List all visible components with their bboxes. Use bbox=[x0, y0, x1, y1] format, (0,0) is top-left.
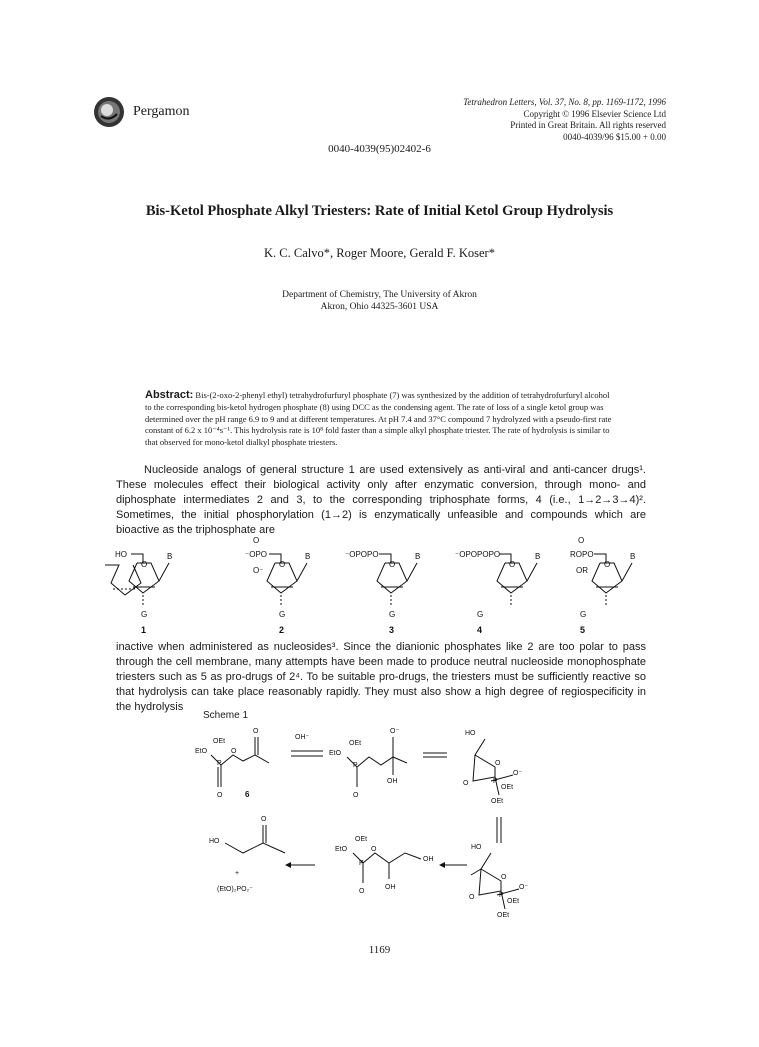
i2-oh2: OH bbox=[385, 884, 396, 891]
s4-prefix: ⁻OPOPOPO bbox=[455, 550, 501, 559]
cyclic-intermediate-bottom bbox=[469, 844, 528, 919]
i1-oet: OEt bbox=[349, 740, 362, 747]
c6-o-link: O bbox=[231, 748, 237, 755]
journal-info bbox=[463, 97, 666, 143]
scheme-label: Scheme 1 bbox=[203, 710, 249, 721]
s1-base: B bbox=[167, 552, 173, 561]
cb-o1: O bbox=[501, 874, 507, 881]
s5-top-o: O bbox=[578, 536, 585, 545]
cb-oet1: OEt bbox=[507, 898, 520, 905]
s2-g: G bbox=[279, 610, 286, 619]
s4-g: G bbox=[477, 610, 484, 619]
compound-6 bbox=[195, 728, 269, 799]
s1-prefix: HO bbox=[115, 550, 127, 559]
abstract bbox=[145, 390, 615, 449]
structure-4 bbox=[455, 550, 540, 635]
s3-g: G bbox=[389, 610, 396, 619]
i1-o: O bbox=[353, 792, 359, 799]
s4-o: O bbox=[509, 560, 516, 569]
affiliation-line-2: Akron, Ohio 44325-3601 USA bbox=[320, 302, 439, 312]
s2-number: 2 bbox=[279, 625, 285, 635]
s1-g: G bbox=[141, 610, 148, 619]
diethyl-phosphate: (EtO)₂PO₂⁻ bbox=[217, 886, 253, 893]
i1-eto: EtO bbox=[329, 750, 342, 757]
s2-o: O bbox=[279, 560, 286, 569]
ct-oet2: OEt bbox=[491, 798, 504, 805]
cb-ho: HO bbox=[471, 844, 482, 851]
page-number: 1169 bbox=[368, 944, 391, 956]
body-paragraph-1: Nucleoside analogs of general structure 1 are used extensively as anti-viral and anti-cancer drugs¹. These molecules effect their biological activity only after enzymatic conversion, through mono- and diphosphate intermediates 2 and 3, to the corresponding triphosphate forms, 4 (i.e., 1→2→3→4)². Sometimes, the initial phosphorylation (1→2) is enzymatically unfeasible and compounds which are bioactive as the triphosphate are bbox=[116, 464, 646, 536]
price-code: 0040-4039/96 $15.00 + 0.00 bbox=[563, 131, 666, 142]
s5-number: 5 bbox=[580, 625, 586, 635]
s5-o: O bbox=[604, 560, 611, 569]
affiliation-line-1: Department of Chemistry, The University of Akron bbox=[282, 290, 477, 300]
intermediate-2 bbox=[335, 836, 434, 895]
s5-g: G bbox=[580, 610, 587, 619]
cb-oet2: OEt bbox=[497, 912, 510, 919]
s5-prefix: ROPO bbox=[570, 550, 594, 559]
nucleoside-structures bbox=[105, 535, 655, 635]
c6-o-bottom: O bbox=[217, 792, 223, 799]
ct-p: P bbox=[493, 778, 498, 785]
c6-number: 6 bbox=[245, 790, 250, 799]
c6-p: P bbox=[217, 760, 222, 767]
s4-base: B bbox=[535, 552, 541, 561]
ct-ho: HO bbox=[465, 730, 476, 737]
sugar-ring bbox=[105, 565, 141, 595]
ct-o2: O bbox=[463, 780, 469, 787]
cyclic-intermediate-top bbox=[463, 730, 522, 805]
body-paragraph-2: inactive when administered as nucleosides³. Since the dianionic phosphates like 2 are too polar to pass through the cell membrane, many attempts have been made to produce neutral nucleoside monophosphate triesters such as 5 as pro-drugs of 2⁴. To be suitable pro-drugs, the triesters must be sufficiently reactive so that hydrolysis can take place reasonably rapidly. They must also show a high degree of regiospecificity in the hydrolysis bbox=[116, 641, 646, 713]
c6-ketone-o: O bbox=[253, 728, 259, 735]
ct-anion: O⁻ bbox=[513, 770, 523, 777]
s2-base: B bbox=[305, 552, 311, 561]
hydroxyacetone bbox=[209, 816, 285, 893]
i2-oet: OEt bbox=[355, 836, 368, 843]
hydroxide-label: OH⁻ bbox=[295, 734, 310, 741]
i1-oh: OH bbox=[387, 778, 398, 785]
i1-anion: O⁻ bbox=[390, 728, 400, 735]
pergamon-logo bbox=[93, 96, 125, 128]
s4-number: 4 bbox=[477, 625, 483, 635]
intermediate-1 bbox=[329, 728, 407, 799]
i2-o: O bbox=[359, 888, 365, 895]
c6-eto: EtO bbox=[195, 748, 208, 755]
s2-prefix: ⁻OPO bbox=[245, 550, 268, 559]
journal-line: Tetrahedron Letters, Vol. 37, No. 8, pp. 1169-1172, 1996 bbox=[463, 97, 666, 107]
ha-ho: HO bbox=[209, 838, 220, 845]
scheme-1 bbox=[195, 725, 595, 935]
s3-prefix: ⁻OPOPO bbox=[345, 550, 379, 559]
s5-or: OR bbox=[576, 566, 588, 575]
i2-eto: EtO bbox=[335, 846, 348, 853]
authors: K. C. Calvo*, Roger Moore, Gerald F. Koser* bbox=[264, 246, 495, 260]
ha-o: O bbox=[261, 816, 267, 823]
cb-o2: O bbox=[469, 894, 475, 901]
structure-3 bbox=[345, 550, 420, 635]
s3-o: O bbox=[389, 560, 396, 569]
abstract-label: Abstract: bbox=[145, 389, 194, 401]
ct-o1: O bbox=[495, 760, 501, 767]
s1-o: O bbox=[141, 560, 148, 569]
i2-p: P bbox=[359, 860, 364, 867]
i2-o-link: O bbox=[371, 846, 377, 853]
doi: 0040-4039(95)02402-6 bbox=[328, 143, 431, 155]
abstract-text: Bis-(2-oxo-2-phenyl ethyl) tetrahydrofurfuryl phosphate (7) was synthesized by the addition of tetrahydrofurfuryl alcohol to the corresponding bis-ketol hydrogen phosphate (8) using DCC as the condensing agent. The rate of loss of a single ketol group was determined over the pH range 6.9 to 9 and at different temperatures. At pH 7.4 and 37°C compound 7 hydrolyzed with a pseudo-first rate constant of 6.2 x 10⁻⁴s⁻¹. This hydrolysis rate is 10⁸ fold faster than a simple alkyl phosphate triester. The rate of hydrolysis is similar to that observed for mono-ketol dialkyl phosphate triesters. bbox=[145, 390, 612, 448]
s1-number: 1 bbox=[141, 625, 147, 635]
i2-oh1: OH bbox=[423, 856, 434, 863]
s2-anion: O⁻ bbox=[253, 566, 264, 575]
cb-anion: O⁻ bbox=[519, 884, 529, 891]
structure-1 bbox=[115, 550, 172, 635]
structure-5 bbox=[570, 536, 635, 635]
cb-p: P bbox=[499, 892, 504, 899]
printed-line: Printed in Great Britain. All rights reserved bbox=[510, 120, 666, 130]
structure-2 bbox=[245, 536, 310, 635]
s3-base: B bbox=[415, 552, 421, 561]
publisher-name: Pergamon bbox=[133, 104, 190, 119]
copyright: Copyright © 1996 Elsevier Science Ltd bbox=[523, 108, 666, 119]
s2-top-o: O bbox=[253, 536, 260, 545]
ct-oet1: OEt bbox=[501, 784, 514, 791]
affiliation bbox=[0, 289, 759, 313]
plus-sign: + bbox=[235, 870, 240, 877]
s5-base: B bbox=[630, 552, 636, 561]
s3-number: 3 bbox=[389, 625, 395, 635]
paper-title: Bis-Ketol Phosphate Alkyl Triesters: Rate of Initial Ketol Group Hydrolysis bbox=[145, 203, 614, 219]
i1-p: P bbox=[353, 762, 358, 769]
c6-oet: OEt bbox=[213, 738, 226, 745]
